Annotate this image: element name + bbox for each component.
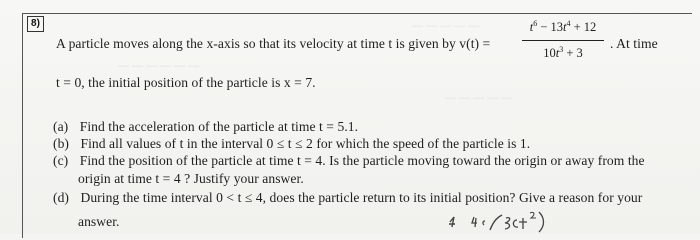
part-a-label: (a) [53, 119, 69, 134]
part-d-label: (d) [53, 190, 70, 205]
part-c-text: Find the position of the particle at time t = 4. Is the particle moving toward the origin or away from the [79, 153, 645, 168]
part-d-text: During the time interval 0 < t ≤ 4, does the particle return to its initial position? Give a reason for your [80, 190, 643, 205]
at-time-text: . At time [610, 36, 658, 51]
part-b-label: (b) [53, 136, 70, 151]
part-a-text: Find the acceleration of the particle at time t = 5.1. [79, 119, 359, 134]
problem-intro: A particle moves along the x-axis so that its velocity at time t is given by v(t) = [56, 36, 491, 51]
left-rule [22, 13, 23, 238]
fraction-bar [522, 40, 604, 41]
part-c [53, 153, 645, 169]
top-rule [22, 13, 692, 14]
question-number-box [27, 16, 44, 32]
part-c-label: (c) [53, 153, 69, 168]
bleed-through-text: — — — — — [412, 20, 480, 32]
bleed-through-text: — — — — — [445, 92, 513, 104]
velocity-fraction [522, 19, 604, 67]
part-d [53, 190, 642, 206]
bleed-through-text: — — — — — — [118, 60, 200, 72]
part-a [53, 119, 358, 135]
part-b [53, 136, 530, 152]
part-c-continued: origin at time t = 4 ? Justify your answer. [78, 171, 304, 186]
initial-condition: t = 0, the initial position of the particle is x = 7. [56, 75, 316, 90]
fraction-numerator: $t^6 - 13t^4 + 12$ [529, 19, 597, 35]
part-b-text: Find all values of t in the interval 0 ≤ t ≤ 2 for which the speed of the particle is 1. [80, 136, 531, 151]
question-number: 8) [31, 18, 40, 29]
handwritten-note [446, 210, 556, 234]
fraction-denominator: $10t^3 + 3$ [543, 45, 583, 61]
part-d-continued: answer. [78, 214, 120, 229]
